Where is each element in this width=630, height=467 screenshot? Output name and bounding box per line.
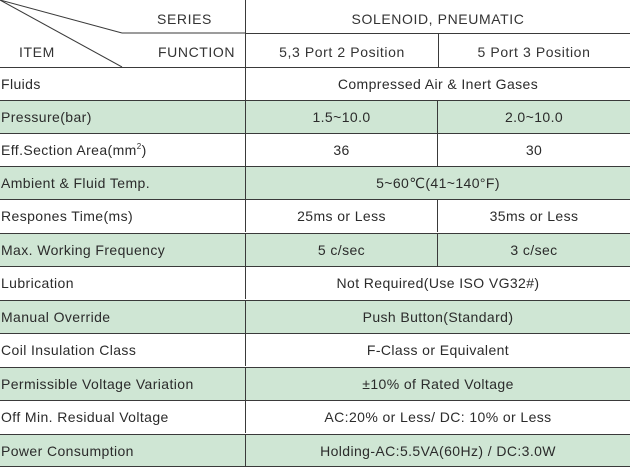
table-row [0,67,630,100]
header-divider [438,33,439,67]
table-row [0,133,630,166]
row-label: Manual Override [0,301,246,333]
row-value: 5~60℃(41~140°F) [376,175,500,191]
table-row [0,333,630,366]
table-row [0,400,630,433]
row-label: Power Consumption [0,435,246,467]
row-value-3-position: 35ms or Less [489,208,579,224]
row-value: AC:20% or Less/ DC: 10% or Less [324,409,552,425]
row-label: Coil Insulation Class [0,334,246,366]
row-label: Fluids [0,68,246,100]
table-row [0,266,630,299]
row-value: F-Class or Equivalent [366,342,510,358]
row-value-2-position: 25ms or Less [246,200,438,232]
row-value-2-position: 36 [246,134,438,166]
row-value: Push Button(Standard) [362,309,514,325]
column-header-3-position: 5 Port 3 Position [477,44,591,60]
row-value: Holding-AC:5.5VA(60Hz) / DC:3.0W [320,443,556,459]
row-value-2-position: 1.5~10.0 [246,101,438,133]
row-label: Respones Time(ms) [0,200,246,232]
table-row [0,300,630,333]
row-label: Lubrication [0,267,246,299]
table-row [0,434,630,467]
item-label: ITEM [19,44,55,60]
row-value-3-position: 2.0~10.0 [504,109,564,125]
row-label: Pressure(bar) [0,101,246,133]
row-label-text: Eff.Section Area(mm [1,142,137,158]
row-value-3-position: 30 [525,142,543,158]
superscript-2: 2 [136,142,142,151]
row-label: Off Min. Residual Voltage [0,401,246,433]
row-label: Permissible Voltage Variation [0,368,246,400]
table-row [0,166,630,199]
function-label: FUNCTION [158,44,236,60]
row-value: Not Required(Use ISO VG32#) [336,275,540,291]
series-label: SERIES [157,11,212,27]
row-value-2-position: 5 c/sec [246,234,438,266]
row-label [0,134,246,166]
series-value: SOLENOID, PNEUMATIC [351,11,525,27]
row-value: Compressed Air & Inert Gases [337,76,539,92]
row-label-close: ) [141,142,147,158]
row-value: ±10% of Rated Voltage [362,376,514,392]
column-header-2-position: 5,3 Port 2 Position [279,44,405,60]
table-row [0,100,630,133]
table-header [0,0,630,67]
table-row [0,199,630,232]
row-label: Max. Working Frequency [0,234,246,266]
table-row [0,367,630,400]
row-value-3-position: 3 c/sec [510,242,558,258]
row-label: Ambient & Fluid Temp. [0,167,246,199]
table-row [0,233,630,266]
